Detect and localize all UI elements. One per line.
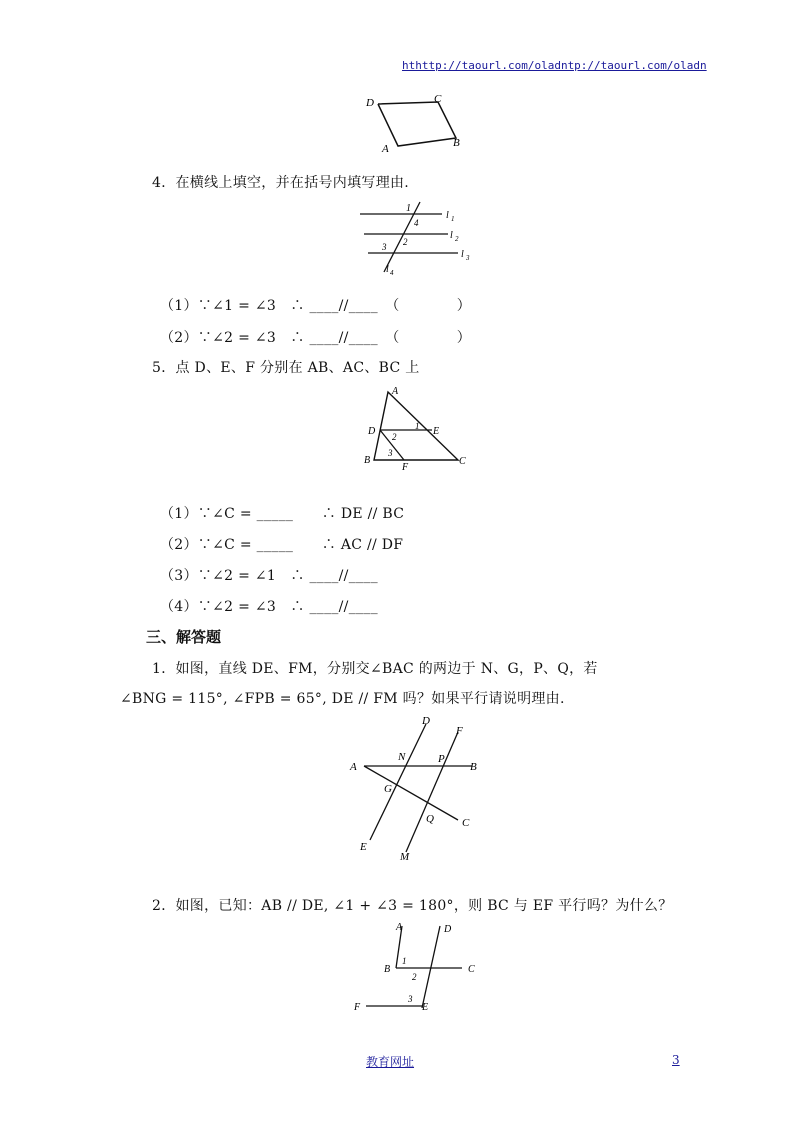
svg-text:D: D [444,924,452,935]
svg-text:l: l [461,249,464,260]
svg-text:M: M [400,851,410,862]
svg-text:E: E [422,1002,429,1013]
q5-title: 5．点 D、E、F 分别在 AB、AC、BC 上 [152,360,420,376]
svg-text:P: P [438,753,445,765]
triangle-figure [360,384,480,474]
svg-text:N: N [398,751,406,763]
header-url[interactable]: hthttp://taourl.com/oladntp://taourl.com/oladn [402,59,707,72]
svg-text:2: 2 [412,972,417,982]
svg-text:l: l [446,210,449,221]
svg-text:3: 3 [382,242,387,252]
parallelogram-shape [378,102,456,146]
svg-text:1: 1 [451,215,455,223]
svg-text:Q: Q [426,813,434,825]
svg-text:B: B [364,455,371,466]
section-heading: 三、解答题 [146,628,222,646]
svg-text:2: 2 [392,432,397,442]
svg-text:E: E [360,841,367,853]
q2-text: 2．如图，已知：AB // DE, ∠1 + ∠3 = 180°，则 BC 与 EF 平行吗？为什么？ [152,898,673,914]
svg-text:1: 1 [402,956,407,966]
svg-text:3: 3 [408,994,413,1004]
svg-text:D: D [368,426,376,437]
q4-title: 4．在横线上填空，并在括号内填写理由. [152,175,410,191]
q5-item-3: （3）∵∠2 = ∠1 ∴ ____//____ [160,568,378,584]
svg-text:D: D [422,715,430,727]
svg-text:A: A [396,922,403,933]
figure-q2 [350,920,490,1020]
svg-text:A: A [392,386,399,397]
svg-text:B: B [470,761,477,773]
svg-text:B: B [384,964,391,975]
q4-item-2: （2）∵∠2 = ∠3 ∴ ____//____ （ ） [160,330,471,346]
footer-link[interactable]: 教育网址 [366,1055,415,1069]
q4-item-1: （1）∵∠1 = ∠3 ∴ ____//____ （ ） [160,298,471,314]
page-number: 3 [672,1053,680,1067]
q5-item-1: （1）∵∠C = _____ ∴ DE // BC [160,506,405,522]
q1-line-1: 1．如图，直线 DE、FM，分别交∠BAC 的两边于 N、G，P、Q，若 [152,661,598,677]
fig-label: A [382,143,389,152]
q1-line-2: ∠BNG = 115°, ∠FPB = 65°, DE // FM 吗？如果平行请说明理由. [120,691,565,707]
svg-text:A: A [350,761,357,773]
svg-text:4: 4 [414,218,419,228]
svg-text:3: 3 [388,448,393,458]
parallel-lines-figure [358,198,488,276]
svg-text:C: C [459,456,466,467]
svg-text:3: 3 [466,254,470,262]
fig-label: C [434,93,442,105]
svg-text:4: 4 [390,269,394,276]
svg-text:1: 1 [406,203,411,214]
angle-bac-figure [340,712,490,862]
svg-text:2: 2 [403,237,408,247]
svg-text:1: 1 [415,421,420,431]
svg-text:C: C [462,817,470,829]
q5-item-2: （2）∵∠C = _____ ∴ AC // DF [160,537,404,553]
fig-label: D [366,97,374,109]
svg-text:2: 2 [455,235,459,243]
parallelogram-figure [360,92,470,152]
svg-text:E: E [433,426,440,437]
svg-text:l: l [386,264,389,275]
q5-item-4: （4）∵∠2 = ∠3 ∴ ____//____ [160,599,378,615]
svg-text:l: l [450,230,453,241]
svg-text:F: F [354,1002,361,1013]
svg-text:C: C [468,964,475,975]
svg-text:F: F [402,462,409,473]
svg-text:G: G [384,783,392,795]
svg-text:F: F [456,725,463,737]
fig-label: B [453,137,460,149]
